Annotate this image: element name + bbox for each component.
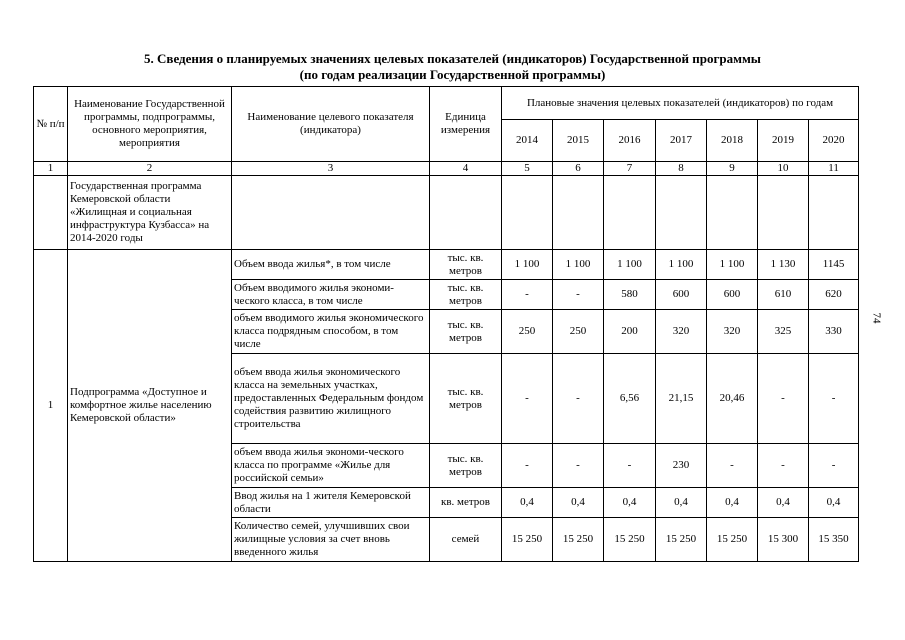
indicator-value: 1 100 [604,250,656,280]
indicator-value: 15 250 [604,518,656,562]
header-no: № п/п [34,87,68,162]
indicator-value: 15 350 [809,518,859,562]
indicator-value: 580 [604,280,656,310]
indicator-value: - [604,444,656,488]
indicator-value: 0,4 [553,488,604,518]
indicator-unit: тыс. кв. метров [430,250,502,280]
column-number: 1 [34,162,68,176]
column-number: 5 [502,162,553,176]
indicator-name: Ввод жилья на 1 жителя Кемеровской области [232,488,430,518]
header-year: 2016 [604,120,656,162]
indicator-value: 600 [707,280,758,310]
indicator-value: 0,4 [502,488,553,518]
indicator-value: 330 [809,310,859,354]
subprogram-name: Подпрограмма «Доступное и комфортное жилье населению Кемеровской области» [68,250,232,562]
indicator-value: 620 [809,280,859,310]
program-row [34,176,859,250]
subprogram-no: 1 [34,250,68,562]
indicator-name: Количество семей, улучшивших свои жилищные условия за счет вновь введенного жилья [232,518,430,562]
indicator-value: - [553,280,604,310]
indicator-value: - [758,444,809,488]
empty-cell [809,176,859,250]
indicator-value: - [707,444,758,488]
indicator-value: 1 130 [758,250,809,280]
indicator-unit: тыс. кв. метров [430,354,502,444]
indicator-value: - [809,354,859,444]
indicator-value: - [502,444,553,488]
indicator-name: объем ввода жилья экономи-ческого класса по программе «Жилье для российской семьи» [232,444,430,488]
indicator-name: объем вводимого жилья экономического класса подрядным способом, в том числе [232,310,430,354]
indicator-value: 1 100 [707,250,758,280]
empty-cell [430,176,502,250]
column-number: 6 [553,162,604,176]
header-year: 2018 [707,120,758,162]
indicator-value: 250 [553,310,604,354]
indicator-value: 200 [604,310,656,354]
indicator-unit: тыс. кв. метров [430,444,502,488]
indicator-value: 0,4 [604,488,656,518]
header-year: 2014 [502,120,553,162]
indicator-name: объем ввода жилья экономического класса на земельных участках, предоставленных Федеральным фондом содействия развитию жилищного строительства [232,354,430,444]
header-year: 2015 [553,120,604,162]
column-numbers-row [34,162,859,176]
indicator-value: 0,4 [758,488,809,518]
indicator-value: 610 [758,280,809,310]
program-name: Государственная программа Кемеровской области «Жилищная и социальная инфраструктура Кузбасса» на 2014-2020 годы [68,176,232,250]
indicator-value: 20,46 [707,354,758,444]
indicator-value: - [502,354,553,444]
indicator-value: 21,15 [656,354,707,444]
header-year: 2019 [758,120,809,162]
table-row [34,250,859,280]
column-number: 3 [232,162,430,176]
indicator-value: - [553,354,604,444]
document-title [0,51,905,83]
header-year: 2017 [656,120,707,162]
indicator-unit: тыс. кв. метров [430,280,502,310]
title-line-1: 5. Сведения о планируемых значениях целевых показателей (индикаторов) Государственной программы [144,51,761,66]
column-number: 7 [604,162,656,176]
indicator-value: 1145 [809,250,859,280]
indicator-value: 0,4 [656,488,707,518]
indicator-value: 1 100 [553,250,604,280]
indicator-value: 230 [656,444,707,488]
indicator-value: 250 [502,310,553,354]
indicator-unit: семей [430,518,502,562]
indicator-value: 6,56 [604,354,656,444]
empty-cell [656,176,707,250]
indicator-value: 0,4 [707,488,758,518]
indicator-value: 1 100 [502,250,553,280]
empty-cell [553,176,604,250]
indicator-value: 15 250 [707,518,758,562]
header-planned-values: Плановые значения целевых показателей (индикаторов) по годам [502,87,859,120]
column-number: 4 [430,162,502,176]
indicator-name: Объем ввода жилья*, в том числе [232,250,430,280]
empty-cell [232,176,430,250]
column-number: 9 [707,162,758,176]
header-program: Наименование Государственной программы, подпрограммы, основного мероприятия, мероприятия [68,87,232,162]
column-number: 10 [758,162,809,176]
indicator-value: 15 250 [502,518,553,562]
empty-cell [604,176,656,250]
header-unit: Единица измерения [430,87,502,162]
header-row-1 [34,87,859,120]
title-line-2: (по годам реализации Государственной программы) [299,67,606,82]
column-number: 2 [68,162,232,176]
indicator-unit: кв. метров [430,488,502,518]
indicator-value: 0,4 [809,488,859,518]
page-number: 74 [870,312,883,324]
indicator-value: - [758,354,809,444]
indicator-name: Объем вводимого жилья экономи-ческого класса, в том числе [232,280,430,310]
indicator-value: 15 250 [656,518,707,562]
indicator-value: 15 300 [758,518,809,562]
indicator-value: - [809,444,859,488]
column-number: 8 [656,162,707,176]
indicator-value: 1 100 [656,250,707,280]
indicator-value: 325 [758,310,809,354]
empty-cell [758,176,809,250]
program-no-cell [34,176,68,250]
header-year: 2020 [809,120,859,162]
column-number: 11 [809,162,859,176]
indicator-value: 320 [656,310,707,354]
indicator-value: 320 [707,310,758,354]
header-indicator: Наименование целевого показателя (индикатора) [232,87,430,162]
indicator-value: 600 [656,280,707,310]
indicator-value: 15 250 [553,518,604,562]
indicator-value: - [502,280,553,310]
empty-cell [707,176,758,250]
indicator-value: - [553,444,604,488]
indicator-unit: тыс. кв. метров [430,310,502,354]
indicators-table [33,86,859,562]
empty-cell [502,176,553,250]
